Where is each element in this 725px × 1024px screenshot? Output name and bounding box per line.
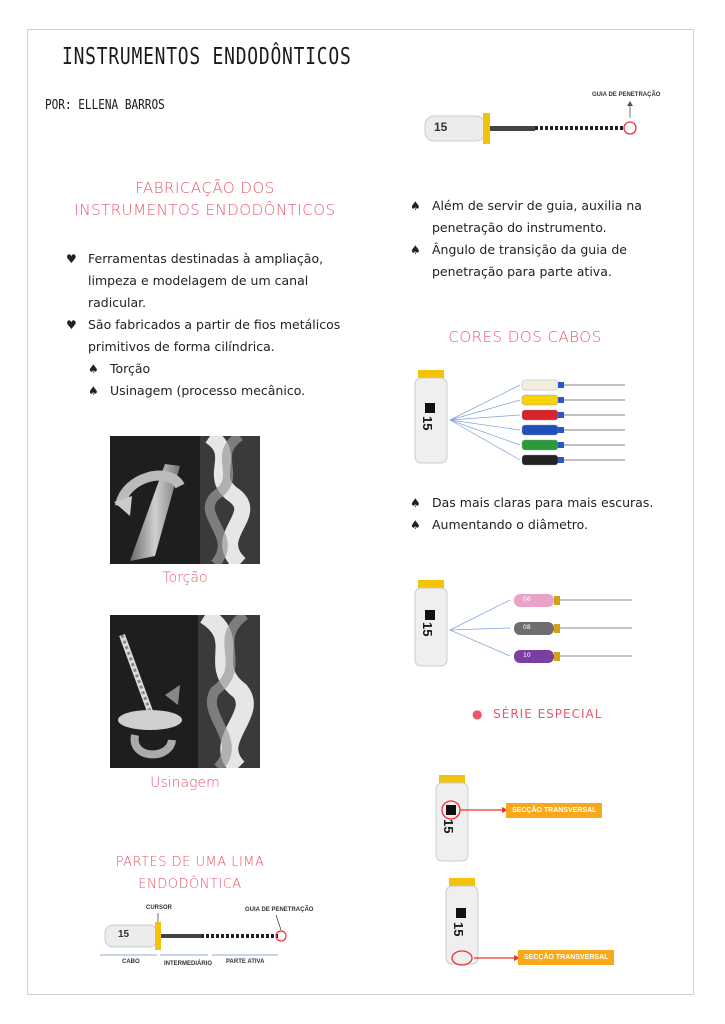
size-label: 06 <box>523 596 531 603</box>
label-intermediario: INTERMEDIÁRIO <box>164 961 212 967</box>
list-item <box>88 380 366 402</box>
torcao-caption: Torção <box>162 570 208 586</box>
spade-icon: ♠ <box>88 384 99 398</box>
connector-line <box>450 600 510 630</box>
special-cap-1 <box>554 624 560 633</box>
guia-diagram <box>420 90 670 145</box>
seccao-diagram-1 <box>430 775 610 865</box>
special-handle-0 <box>514 594 554 607</box>
lima-parts-diagram <box>100 905 315 975</box>
connector-line <box>450 420 520 460</box>
special-cap-0 <box>554 596 560 605</box>
cores-bullets <box>410 492 700 536</box>
bullet-text: Torção <box>110 361 151 376</box>
bullet-text: primitivos de forma cilíndrica. <box>88 339 275 354</box>
bullet-text: Além de servir de guia, auxilia na <box>432 198 642 213</box>
heart-icon: ♥ <box>66 318 77 332</box>
cores-diagram <box>410 370 640 470</box>
connector-line <box>450 385 520 420</box>
label-cabo: CABO <box>122 959 140 965</box>
label-guia: GUIA DE PENETRAÇÃO <box>245 907 314 913</box>
file-number: 15 <box>420 622 435 637</box>
handle-color-1 <box>522 395 558 405</box>
size-label: 08 <box>523 624 531 631</box>
heart-icon: ♥ <box>66 252 77 266</box>
special-handle-1 <box>514 622 554 635</box>
bullet-text: Aumentando o diâmetro. <box>432 517 589 532</box>
list-item <box>410 195 700 239</box>
connector-line <box>450 400 520 420</box>
connector-line <box>450 420 520 430</box>
heading-line-2: INSTRUMENTOS ENDODÔNTICOS <box>74 201 336 219</box>
label-guia-top: GUIA DE PENETRAÇÃO <box>592 92 661 98</box>
spade-icon: ♠ <box>410 496 421 510</box>
bullet-text: Das mais claras para mais escuras. <box>432 495 654 510</box>
handle-color-0 <box>522 380 558 390</box>
connector-line <box>450 628 510 630</box>
torcao-image <box>110 436 260 564</box>
page-title: INSTRUMENTOS ENDODÔNTICOS <box>62 44 352 70</box>
fabricacao-bullets <box>66 248 366 402</box>
spade-icon: ♠ <box>410 243 421 257</box>
section-heading-fabricacao <box>60 177 350 221</box>
section-heading-partes: PARTES DE UMA LIMA ENDODÔNTICA <box>115 855 265 892</box>
bullet-text: Ferramentas destinadas à ampliação, <box>88 251 324 266</box>
special-cap-2 <box>554 652 560 661</box>
connector-line <box>450 415 520 420</box>
handle-cap-1 <box>558 397 564 403</box>
label-cursor: CURSOR <box>146 905 173 911</box>
especial-label-text: SÉRIE ESPECIAL <box>493 707 603 721</box>
list-item <box>410 492 700 514</box>
author-line: POR: ELLENA BARROS <box>45 98 165 113</box>
bullet-text: São fabricados a partir de fios metálicos <box>88 317 341 332</box>
special-handle-2 <box>514 650 554 663</box>
especial-diagram <box>410 580 640 670</box>
handle-color-5 <box>522 455 558 465</box>
connector-line <box>450 420 520 445</box>
file-number: 15 <box>434 120 448 134</box>
size-label: 10 <box>523 652 531 659</box>
file-number: 15 <box>451 922 466 937</box>
section-heading-cores: CORES DOS CABOS <box>448 328 602 346</box>
handle-cap-5 <box>558 457 564 463</box>
usinagem-image <box>110 615 260 768</box>
connector-line <box>450 630 510 656</box>
seccao-tag-2: SECÇÃO TRANSVERSAL <box>518 950 614 965</box>
file-number: 15 <box>420 416 435 431</box>
bullet-text: penetração para parte ativa. <box>432 264 612 279</box>
handle-cap-2 <box>558 412 564 418</box>
bullet-text: Ângulo de transição da guia de <box>432 242 627 257</box>
heading-line-1: FABRICAÇÃO DOS <box>135 179 275 197</box>
handle-cap-4 <box>558 442 564 448</box>
bullet-text: limpeza e modelagem de um canal <box>88 273 309 288</box>
spade-icon: ♠ <box>88 362 99 376</box>
handle-color-4 <box>522 440 558 450</box>
list-item <box>410 239 700 283</box>
bullet-text: penetração do instrumento. <box>432 220 607 235</box>
dot-icon: ● <box>472 707 484 721</box>
list-item <box>88 358 366 380</box>
list-item <box>66 314 366 358</box>
spade-icon: ♠ <box>410 518 421 532</box>
list-item <box>66 248 366 314</box>
seccao-diagram-2 <box>430 878 620 973</box>
handle-cap-3 <box>558 427 564 433</box>
spade-icon: ♠ <box>410 199 421 213</box>
usinagem-caption: Usinagem <box>150 775 220 791</box>
bullet-text: radicular. <box>88 295 147 310</box>
file-number: 15 <box>441 819 456 834</box>
seccao-tag-1: SECÇÃO TRANSVERSAL <box>506 803 602 818</box>
guia-bullets <box>410 195 700 283</box>
handle-color-2 <box>522 410 558 420</box>
bullet-text: Usinagem (processo mecânico. <box>110 383 306 398</box>
list-item <box>410 514 700 536</box>
handle-cap-0 <box>558 382 564 388</box>
handle-color-3 <box>522 425 558 435</box>
especial-label <box>472 707 602 721</box>
file-number: 15 <box>118 929 130 940</box>
label-parte-ativa: PARTE ATIVA <box>226 959 265 965</box>
